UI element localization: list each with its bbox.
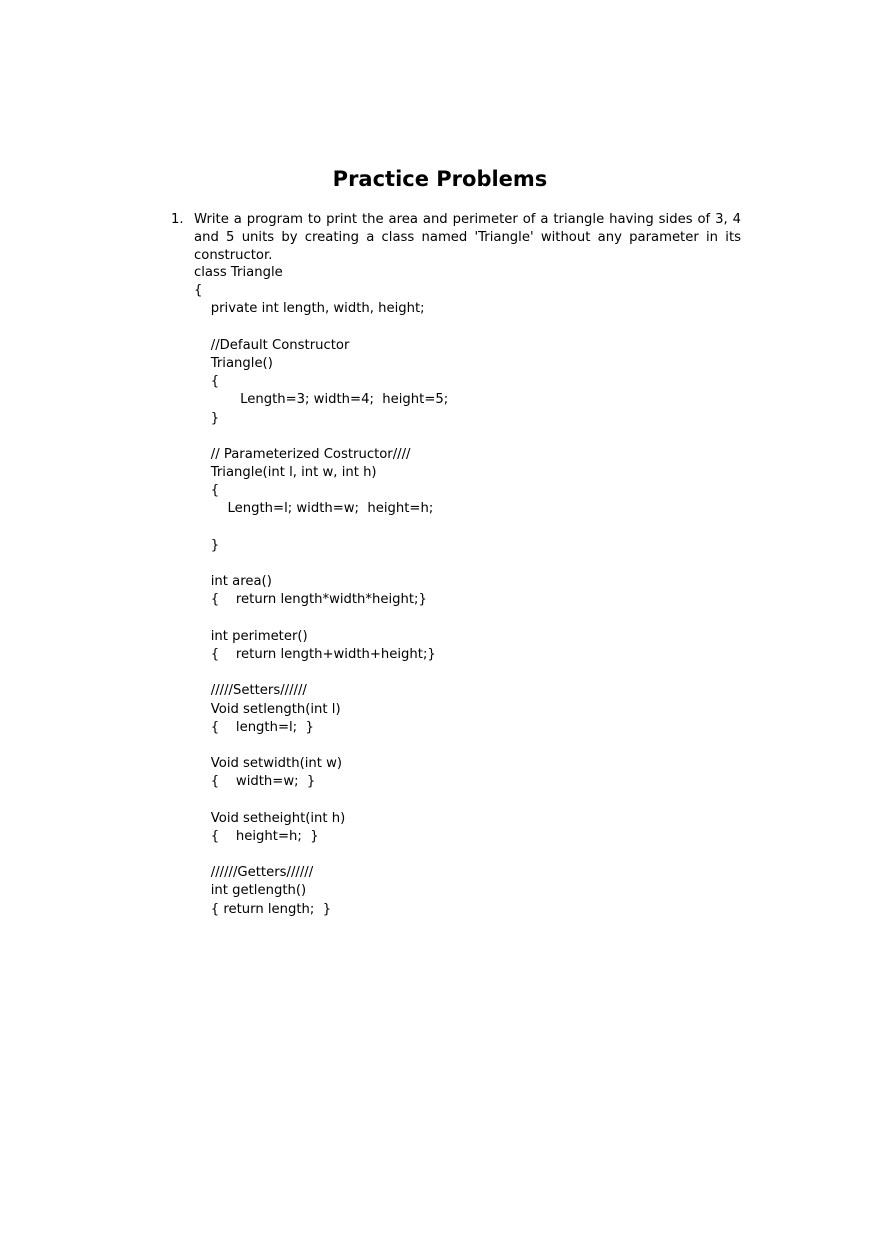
code-line: { height=h; } [194,828,319,844]
code-line: private int length, width, height; [194,301,425,317]
code-line [194,555,694,573]
code-line: Void setheight(int h) [194,810,346,826]
problem-number: 1. [171,212,184,227]
code-line: Triangle() [194,355,273,371]
code-line: { length=l; } [194,719,314,735]
code-line [194,319,694,337]
code-line [194,428,694,446]
code-line: int area() [194,574,272,590]
code-line [194,737,694,755]
code-line: { width=w; } [194,774,316,790]
code-line: class Triangle [194,265,283,280]
code-line: } [194,537,220,553]
code-block [194,264,694,919]
code-line [194,846,694,864]
code-line: } [194,410,220,426]
page-title: Practice Problems [332,167,548,191]
code-line [194,610,694,628]
code-line: /////Setters////// [194,683,307,699]
code-line: { [194,374,220,390]
code-line: Void setwidth(int w) [194,756,343,772]
problem-text: Write a program to print the area and perimeter of a triangle having sides of 3, 4 and 5 units by creating a class named 'Triangle' without any parameter in its constructor. [194,212,741,264]
code-line: { return length; } [194,901,332,917]
code-line [194,791,694,809]
code-line [194,519,694,537]
code-line: //Default Constructor [194,337,350,353]
code-line: { [194,283,203,299]
code-line: Length=l; width=w; height=h; [194,501,434,517]
code-line: { [194,483,220,499]
code-line: Triangle(int l, int w, int h) [194,465,377,481]
code-line: { return length+width+height;} [194,646,436,662]
code-line: // Parameterized Costructor//// [194,446,411,462]
problem-item-1 [171,211,741,266]
code-line: int getlength() [194,883,307,899]
code-line: int perimeter() [194,628,308,644]
code-line: //////Getters////// [194,865,314,881]
code-line: { return length*width*height;} [194,592,427,608]
code-line [194,664,694,682]
code-line: Void setlength(int l) [194,701,341,717]
code-line: Length=3; width=4; height=5; [194,392,449,408]
